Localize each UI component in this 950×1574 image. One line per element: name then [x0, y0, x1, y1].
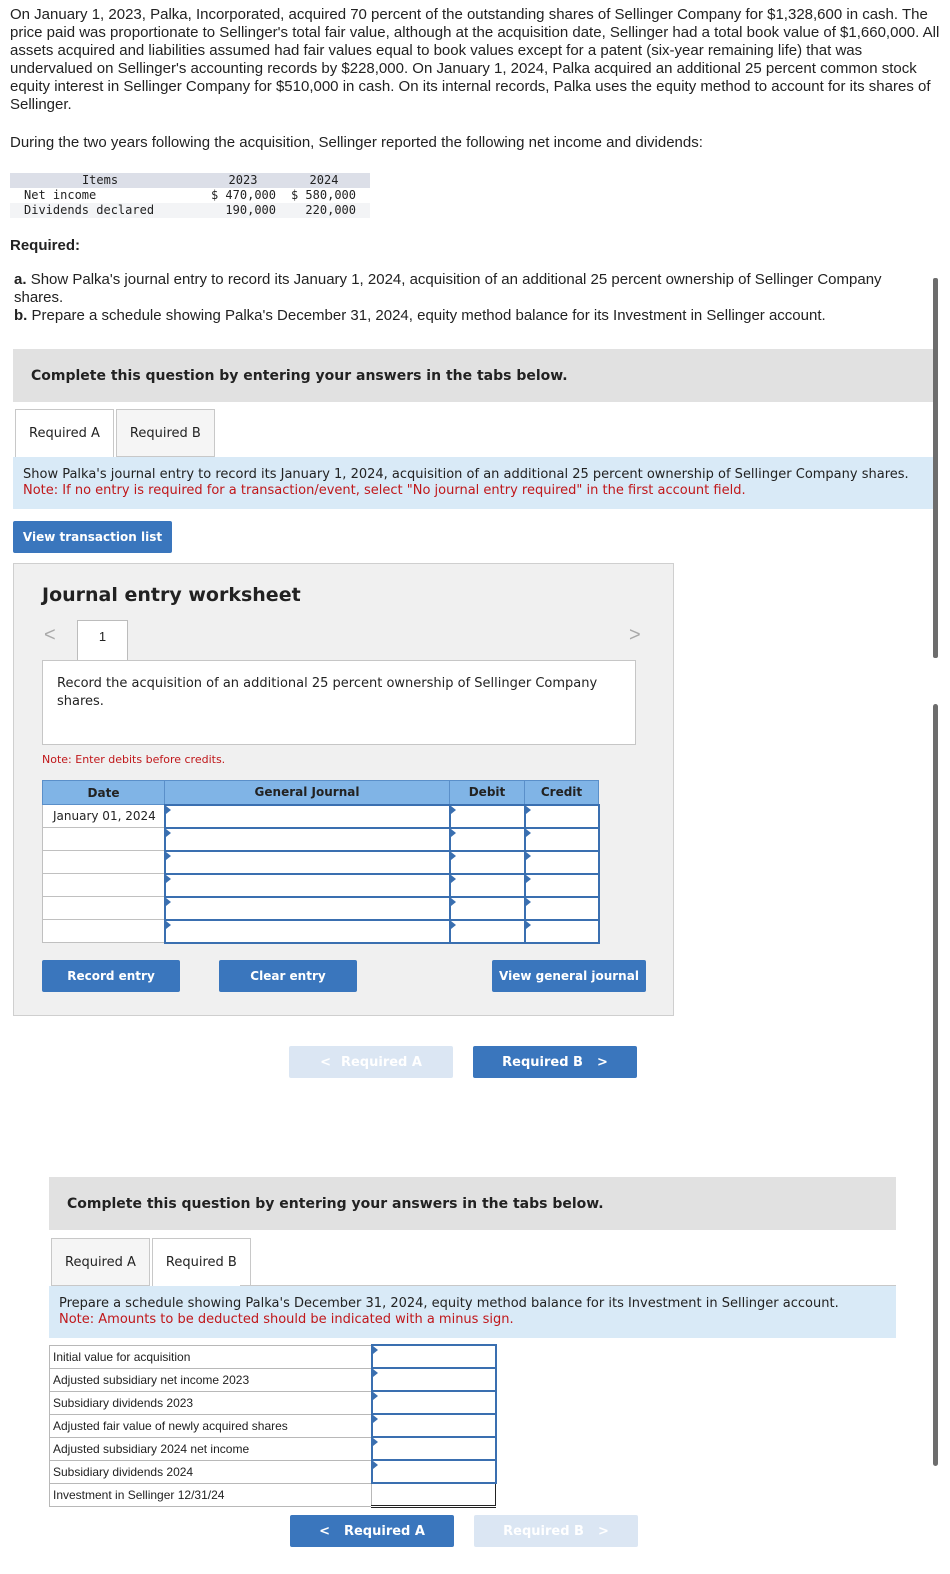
- worksheet-description: Record the acquisition of an additional 25 percent ownership of Sellinger Company shares.: [42, 660, 636, 745]
- tab-required-b[interactable]: Required B: [152, 1238, 251, 1286]
- instruction-text: Show Palka's journal entry to record its January 1, 2024, acquisition of an additional 25 percent ownership of Sellinger Company shares.: [23, 467, 909, 482]
- tab-required-a[interactable]: Required A: [15, 409, 114, 457]
- table-row: [50, 1460, 496, 1483]
- instruction-text: Prepare a schedule showing Palka's December 31, 2024, equity method balance for its Investment in Sellinger account.: [59, 1296, 839, 1311]
- question-banner-b: Complete this question by entering your answers in the tabs below.: [49, 1177, 896, 1230]
- next-required-b-button[interactable]: [473, 1046, 637, 1078]
- credit-input[interactable]: [525, 828, 599, 851]
- table-row: [50, 1483, 496, 1506]
- chevron-right-icon[interactable]: >: [629, 624, 641, 646]
- account-input[interactable]: [165, 805, 450, 828]
- account-input[interactable]: [165, 828, 450, 851]
- chevron-left-icon: <: [320, 1054, 331, 1070]
- credit-input[interactable]: [525, 851, 599, 874]
- date-cell: [43, 897, 165, 920]
- next-button-label: Required B: [502, 1054, 583, 1070]
- journal-table: [42, 780, 600, 944]
- problem-paragraph: On January 1, 2023, Palka, Incorporated, acquired 70 percent of the outstanding shares of Sellinger Company for $1,328,600 in cash. The price paid was proportionate to Sellinger's total fair value, although at the acquisition date, Sellinger had a total book value of $1,660,000. All assets acquired and liabilities assumed had fair values equal to book values except for a patent (six-year remaining life) that was undervalued on Sellinger's accounting records by $228,000. On January 1, 2024, Palka acquired an additional 25 percent common stock equity interest in Sellinger Company for $510,000 in cash. On its internal records, Palka uses the equity method to account for its shares of Sellinger.: [10, 6, 940, 113]
- next-button-label: Required B: [503, 1523, 584, 1539]
- column-header-general-journal: General Journal: [165, 781, 450, 805]
- worksheet-page-tab[interactable]: 1: [77, 620, 128, 661]
- instruction-note: Note: Amounts to be deducted should be indicated with a minus sign.: [59, 1312, 514, 1327]
- required-b-letter: b.: [14, 307, 28, 324]
- schedule-label: Subsidiary dividends 2023: [50, 1391, 372, 1414]
- row-value-2024: 220,000: [278, 203, 370, 218]
- row-value-2024: $ 580,000: [290, 188, 356, 202]
- debit-input[interactable]: [450, 874, 525, 897]
- row-value-2023: $ 470,000: [210, 188, 276, 202]
- credit-input[interactable]: [525, 920, 599, 943]
- required-list: [14, 271, 929, 325]
- schedule-label: Subsidiary dividends 2024: [50, 1460, 372, 1483]
- debit-input[interactable]: [450, 897, 525, 920]
- table-header-items: Items: [10, 173, 190, 188]
- next-required-b-button-b[interactable]: [474, 1515, 638, 1547]
- date-cell: [43, 851, 165, 874]
- problem-intro-data: During the two years following the acquisition, Sellinger reported the following net income and dividends:: [10, 134, 703, 151]
- date-cell: [43, 920, 165, 943]
- date-cell: [43, 874, 165, 897]
- date-cell: [43, 828, 165, 851]
- equity-schedule-table: [49, 1344, 497, 1508]
- required-a-text: Show Palka's journal entry to record its January 1, 2024, acquisition of an additional 25 percent ownership of Sellinger Company shares.: [14, 271, 882, 306]
- schedule-amount-input[interactable]: [372, 1368, 496, 1391]
- table-row: [43, 897, 599, 920]
- view-general-journal-button[interactable]: View general journal: [492, 960, 646, 992]
- credit-input[interactable]: [525, 897, 599, 920]
- schedule-total-label: Investment in Sellinger 12/31/24: [50, 1483, 372, 1506]
- schedule-amount-input[interactable]: [372, 1460, 496, 1483]
- table-row: [43, 851, 599, 874]
- table-header-2024: 2024: [278, 173, 370, 188]
- column-header-date: Date: [43, 781, 165, 805]
- credit-input[interactable]: [525, 874, 599, 897]
- required-title: Required:: [10, 237, 81, 254]
- account-input[interactable]: [165, 874, 450, 897]
- scrollbar-thumb-lower[interactable]: [933, 704, 938, 1466]
- prev-button-label: Required A: [340, 1054, 422, 1070]
- account-input[interactable]: [165, 851, 450, 874]
- journal-entry-worksheet: [13, 563, 674, 1016]
- view-transaction-list-button[interactable]: View transaction list: [13, 521, 172, 553]
- table-row: [43, 874, 599, 897]
- tab-required-b[interactable]: Required B: [116, 409, 215, 457]
- income-dividends-table: [10, 173, 370, 218]
- table-row: [10, 203, 370, 218]
- schedule-label: Adjusted fair value of newly acquired shares: [50, 1414, 372, 1437]
- schedule-amount-input[interactable]: [372, 1391, 496, 1414]
- required-b-item: [14, 307, 929, 325]
- instruction-box: [13, 457, 933, 509]
- table-row: [50, 1368, 496, 1391]
- instruction-note: Note: If no entry is required for a transaction/event, select "No journal entry required" in the first account field.: [23, 483, 746, 498]
- tab-required-a[interactable]: Required A: [51, 1238, 150, 1286]
- date-cell: January 01, 2024: [43, 805, 165, 828]
- schedule-label: Adjusted subsidiary net income 2023: [50, 1368, 372, 1391]
- table-row: [43, 805, 599, 828]
- table-row: [43, 920, 599, 943]
- worksheet-note: Note: Enter debits before credits.: [42, 753, 226, 766]
- schedule-amount-input[interactable]: [372, 1414, 496, 1437]
- table-row: [50, 1391, 496, 1414]
- row-value-2023: 190,000: [190, 203, 278, 218]
- debit-input[interactable]: [450, 920, 525, 943]
- account-input[interactable]: [165, 920, 450, 943]
- debit-input[interactable]: [450, 828, 525, 851]
- problem-statement: [10, 6, 940, 114]
- table-row: [50, 1437, 496, 1460]
- prev-required-a-button-b[interactable]: [290, 1515, 454, 1547]
- schedule-amount-input[interactable]: [372, 1345, 496, 1368]
- required-a-item: [14, 271, 929, 307]
- chevron-right-icon: >: [597, 1523, 609, 1539]
- table-header-2023: 2023: [190, 173, 278, 188]
- debit-input[interactable]: [450, 805, 525, 828]
- chevron-left-icon: <: [319, 1523, 330, 1539]
- table-row: [43, 828, 599, 851]
- tab-bar-b: [51, 1238, 253, 1286]
- instruction-box-b: [49, 1286, 896, 1338]
- table-row: [50, 1414, 496, 1437]
- scrollbar-thumb[interactable]: [933, 278, 938, 658]
- schedule-label: Initial value for acquisition: [50, 1345, 372, 1368]
- required-a-letter: a.: [14, 271, 27, 288]
- record-entry-button[interactable]: Record entry: [42, 960, 180, 992]
- prev-button-label: Required A: [343, 1523, 425, 1539]
- worksheet-title: Journal entry worksheet: [42, 584, 301, 606]
- column-header-credit: Credit: [525, 781, 599, 805]
- chevron-left-icon[interactable]: <: [44, 624, 56, 646]
- question-banner: Complete this question by entering your answers in the tabs below.: [13, 349, 933, 402]
- column-header-debit: Debit: [450, 781, 525, 805]
- account-input[interactable]: [165, 897, 450, 920]
- prev-required-a-button[interactable]: [289, 1046, 453, 1078]
- table-row: [50, 1345, 496, 1368]
- required-b-text: Prepare a schedule showing Palka's December 31, 2024, equity method balance for its Investment in Sellinger account.: [31, 307, 826, 324]
- debit-input[interactable]: [450, 851, 525, 874]
- tab-bar: [15, 409, 217, 457]
- table-row: [10, 188, 370, 203]
- schedule-label: Adjusted subsidiary 2024 net income: [50, 1437, 372, 1460]
- schedule-amount-input[interactable]: [372, 1437, 496, 1460]
- chevron-right-icon: >: [596, 1054, 608, 1070]
- row-label: Net income: [24, 188, 97, 202]
- row-label: Dividends declared: [10, 203, 190, 218]
- schedule-total-value: [372, 1483, 496, 1506]
- credit-input[interactable]: [525, 805, 599, 828]
- clear-entry-button[interactable]: Clear entry: [219, 960, 357, 992]
